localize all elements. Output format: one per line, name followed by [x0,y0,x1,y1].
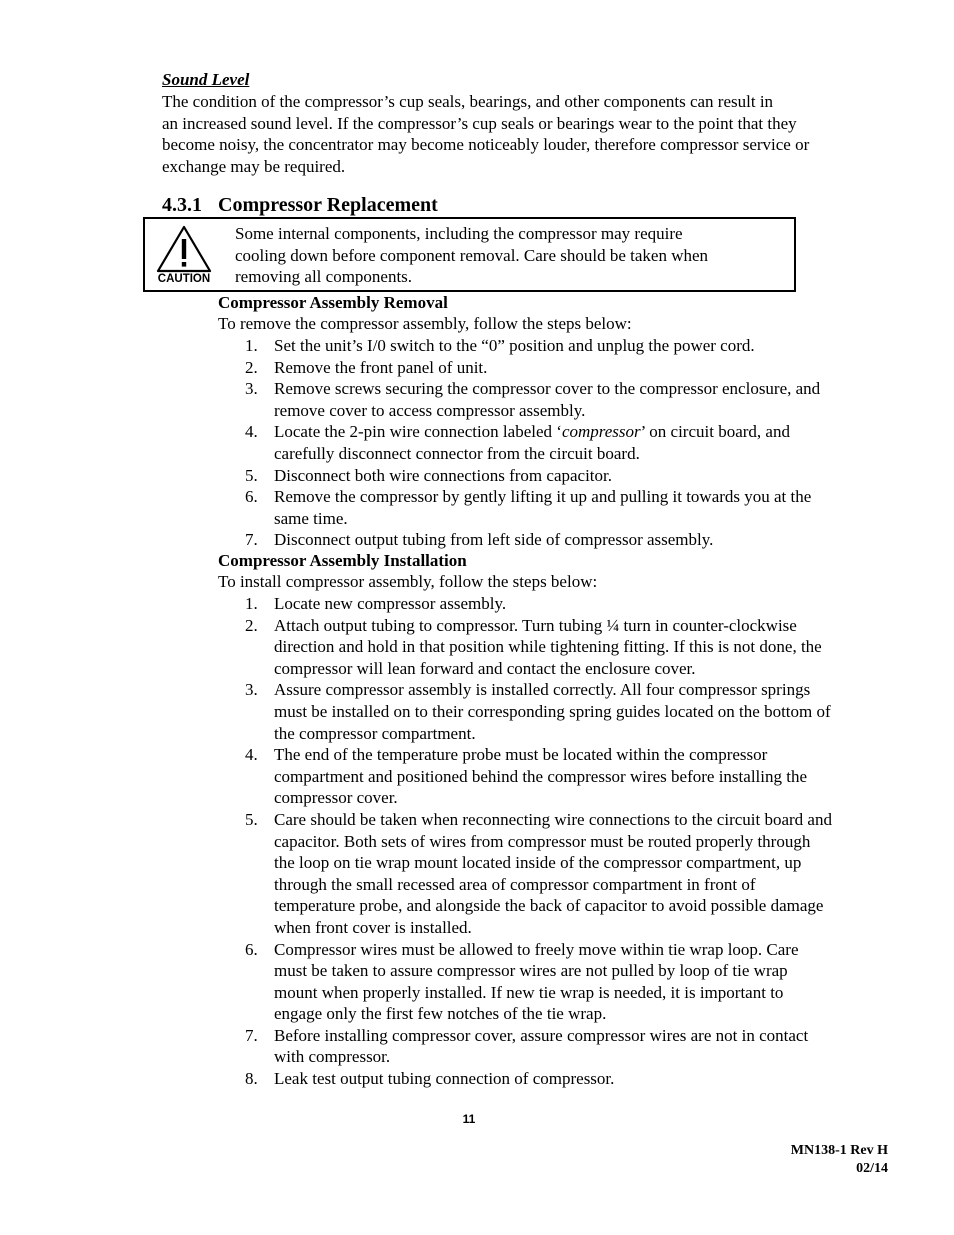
caution-label: CAUTION [157,273,211,283]
step-number: 7. [245,530,258,550]
step-number: 3. [245,680,258,700]
step-line: when front cover is installed. [274,917,472,937]
step-line: must be installed on to their corresponding spring guides located on the bottom of [274,701,831,721]
sound-level-heading: Sound Level [162,70,250,89]
installation-steps-list [218,593,893,1090]
step-line: with compressor. [274,1047,391,1067]
section-number: 4.3.1 [162,194,202,216]
list-item [218,1025,893,1068]
list-item [218,615,893,680]
caution-line: removing all components. [235,267,413,287]
installation-heading: Compressor Assembly Installation [218,551,467,570]
sound-level-paragraph [162,91,892,177]
step-line: Disconnect output tubing from left side of compressor assembly. [274,530,714,550]
caution-triangle-icon [152,223,216,283]
step-number: 6. [245,487,258,507]
list-item [218,357,893,379]
caution-box [143,217,796,292]
step-line: The end of the temperature probe must be located within the compressor [274,745,768,765]
step-line: temperature probe, and alongside the back of capacitor to avoid possible damage [274,896,824,916]
step-line: compressor cover. [274,788,398,808]
step-line: compartment and positioned behind the compressor wires before installing the [274,766,808,786]
list-item [218,529,893,551]
step-line: Before installing compressor cover, assure compressor wires are not in contact [274,1025,809,1045]
step-number: 8. [245,1069,258,1089]
list-item [218,744,893,809]
step-line: engage only the first few notches of the tie wrap. [274,1004,607,1024]
list-item [218,486,893,529]
step-line: the compressor compartment. [274,723,476,743]
step-number: 4. [245,422,258,442]
document-date: 02/14 [856,1161,888,1176]
list-item [218,335,893,357]
list-item [218,809,893,939]
step-line: Set the unit’s I/0 switch to the “0” position and unplug the power cord. [274,336,755,355]
step-number: 3. [245,379,258,399]
step-number: 5. [245,465,258,485]
step-line: Leak test output tubing connection of compressor. [274,1069,615,1089]
step-line: must be taken to assure compressor wires are not pulled by loop of tie wrap [274,961,788,981]
step-number: 2. [245,357,258,377]
step-number: 6. [245,939,258,959]
list-item [218,421,893,464]
section-title: Compressor Replacement [218,194,438,216]
section-heading [162,193,438,217]
paragraph-line: an increased sound level. If the compressor’s cup seals or bearings wear to the point that they [162,113,797,133]
caution-text [235,223,785,288]
step-line: Assure compressor assembly is installed correctly. All four compressor springs [274,680,811,700]
step-line: Locate the 2-pin wire connection labeled ‘compressor’ on circuit board, and [274,422,790,442]
removal-heading: Compressor Assembly Removal [218,293,448,312]
step-line: mount when properly installed. If new tie wrap is needed, it is important to [274,982,784,1002]
list-item [218,378,893,421]
list-item [218,593,893,615]
step-line: the loop on tie wrap mount located inside of the compressor compartment, up [274,853,802,873]
paragraph-line: become noisy, the concentrator may become noticeably louder, therefore compressor service or [162,135,810,155]
step-line: Locate new compressor assembly. [274,594,507,613]
step-line: Attach output tubing to compressor. Turn tubing ¼ turn in counter-clockwise [274,615,797,635]
list-item [218,465,893,487]
step-line: same time. [274,508,348,528]
document-id [791,1142,888,1178]
removal-steps-list [218,335,893,551]
step-line: compressor will lean forward and contact the enclosure cover. [274,658,696,678]
step-number: 2. [245,615,258,635]
removal-intro: To remove the compressor assembly, follow the steps below: [218,314,632,333]
step-line: Remove screws securing the compressor cover to the compressor enclosure, and [274,379,821,399]
step-number: 1. [245,336,258,355]
step-line: Care should be taken when reconnecting wire connections to the circuit board and [274,809,832,829]
paragraph-line: exchange may be required. [162,156,346,176]
step-line: capacitor. Both sets of wires from compressor must be routed properly through [274,831,811,851]
step-number: 4. [245,745,258,765]
step-line: through the small recessed area of compressor compartment in front of [274,874,756,894]
step-number: 1. [245,594,258,613]
step-number: 5. [245,809,258,829]
page-number: 11 [462,1112,476,1126]
caution-line: Some internal components, including the compressor may require [235,224,683,243]
list-item [218,1068,893,1090]
step-line: carefully disconnect connector from the circuit board. [274,443,640,463]
step-line: Disconnect both wire connections from capacitor. [274,465,612,485]
step-line: direction and hold in that position while tightening fitting. If this is not done, the [274,637,822,657]
step-line: Compressor wires must be allowed to freely move within tie wrap loop. Care [274,939,799,959]
caution-line: cooling down before component removal. Care should be taken when [235,245,709,265]
paragraph-line: The condition of the compressor’s cup seals, bearings, and other components can result in [162,92,774,111]
document-revision: MN138-1 Rev H [790,1143,888,1158]
list-item [218,679,893,744]
list-item [218,939,893,1025]
step-line: Remove the compressor by gently lifting it up and pulling it towards you at the [274,487,812,507]
step-line: Remove the front panel of unit. [274,357,488,377]
step-line: remove cover to access compressor assembly. [274,400,586,420]
step-number: 7. [245,1025,258,1045]
installation-intro: To install compressor assembly, follow the steps below: [218,572,598,591]
